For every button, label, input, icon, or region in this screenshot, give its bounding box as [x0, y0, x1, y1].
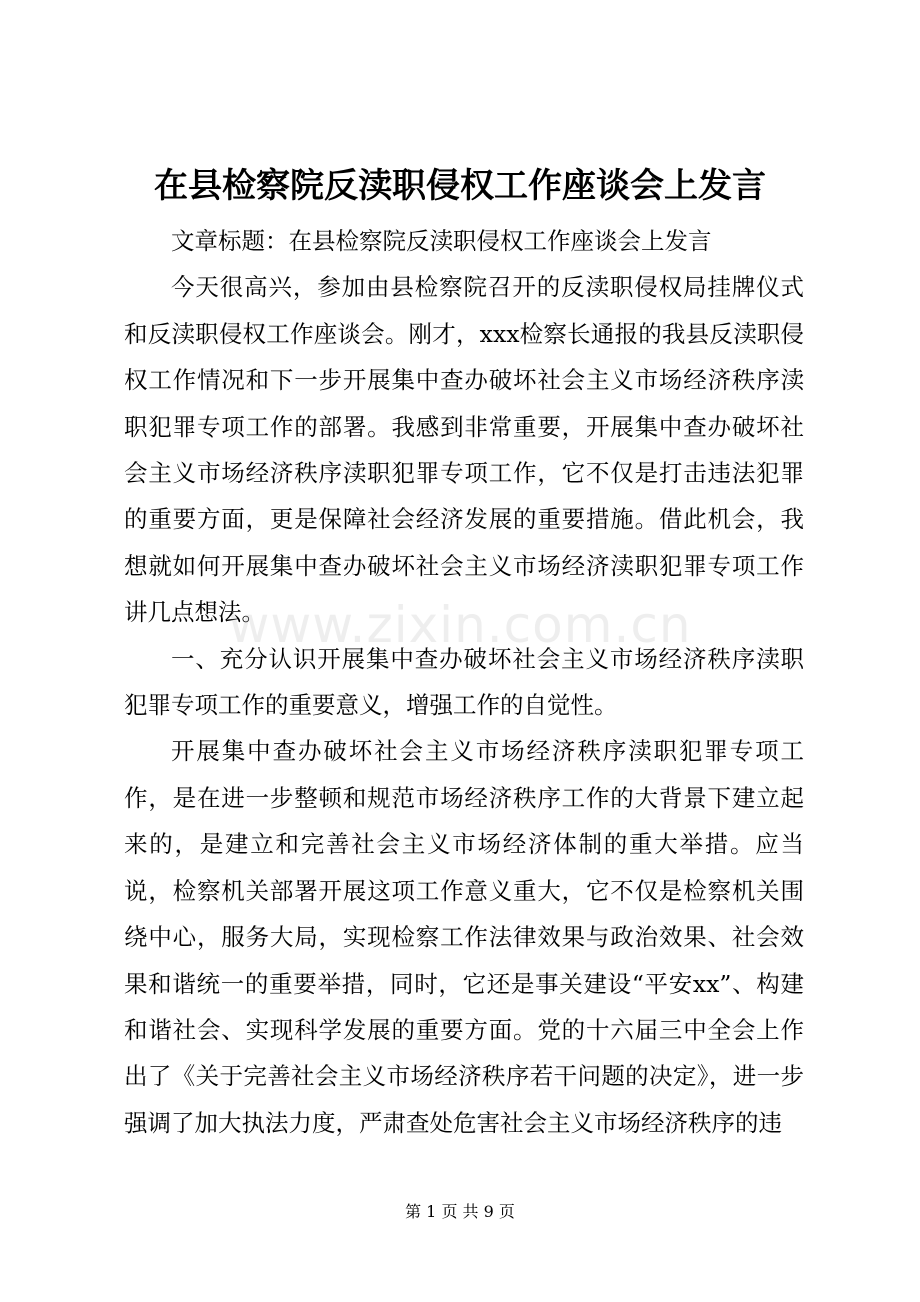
- paragraph-intro: 今天很高兴，参加由县检察院召开的反渎职侵权局挂牌仪式和反渎职侵权工作座谈会。刚才，xxx检察长通报的我县反渎职侵权工作情况和下一步开展集中查办破坏社会主义市场经济秩序渎职犯罪专项工作的部署。我感到非常重要，开展集中查办破坏社会主义市场经济秩序渎职犯罪专项工作，它不仅是打击违法犯罪的重要方面，更是保障社会经济发展的重要措施。借此机会，我想就如何开展集中查办破坏社会主义市场经济渎职犯罪专项工作讲几点想法。: [124, 273, 804, 627]
- watermark: www.zixin.com.cn: [228, 596, 692, 654]
- document-title: 在县检察院反渎职侵权工作座谈会上发言: [154, 166, 766, 206]
- section-heading-1: 一、充分认识开展集中查办破坏社会主义市场经济秩序渎职犯罪专项工作的重要意义，增强工作的自觉性。: [124, 644, 804, 720]
- paragraph-section-1: 开展集中查办破坏社会主义市场经济秩序渎职犯罪专项工作，是在进一步整顿和规范市场经济秩序工作的大背景下建立起来的，是建立和完善社会主义市场经济体制的重大举措。应当说，检察机关部署开展这项工作意义重大，它不仅是检察机关围绕中心，服务大局，实现检察工作法律效果与政治效果、社会效果和谐统一的重要举措，同时，它还是事关建设“平安xx”、构建和谐社会、实现科学发展的重要方面。党的十六届三中全会上作出了《关于完善社会主义市场经济秩序若干问题的决定》，进一步强调了加大执法力度，严肃查处危害社会主义市场经济秩序的违: [124, 737, 804, 1137]
- article-title-line: 文章标题：在县检察院反渎职侵权工作座谈会上发言: [171, 227, 712, 255]
- page-footer: 第 1 页 共 9 页: [405, 1202, 515, 1221]
- document-body: [124, 218, 804, 1146]
